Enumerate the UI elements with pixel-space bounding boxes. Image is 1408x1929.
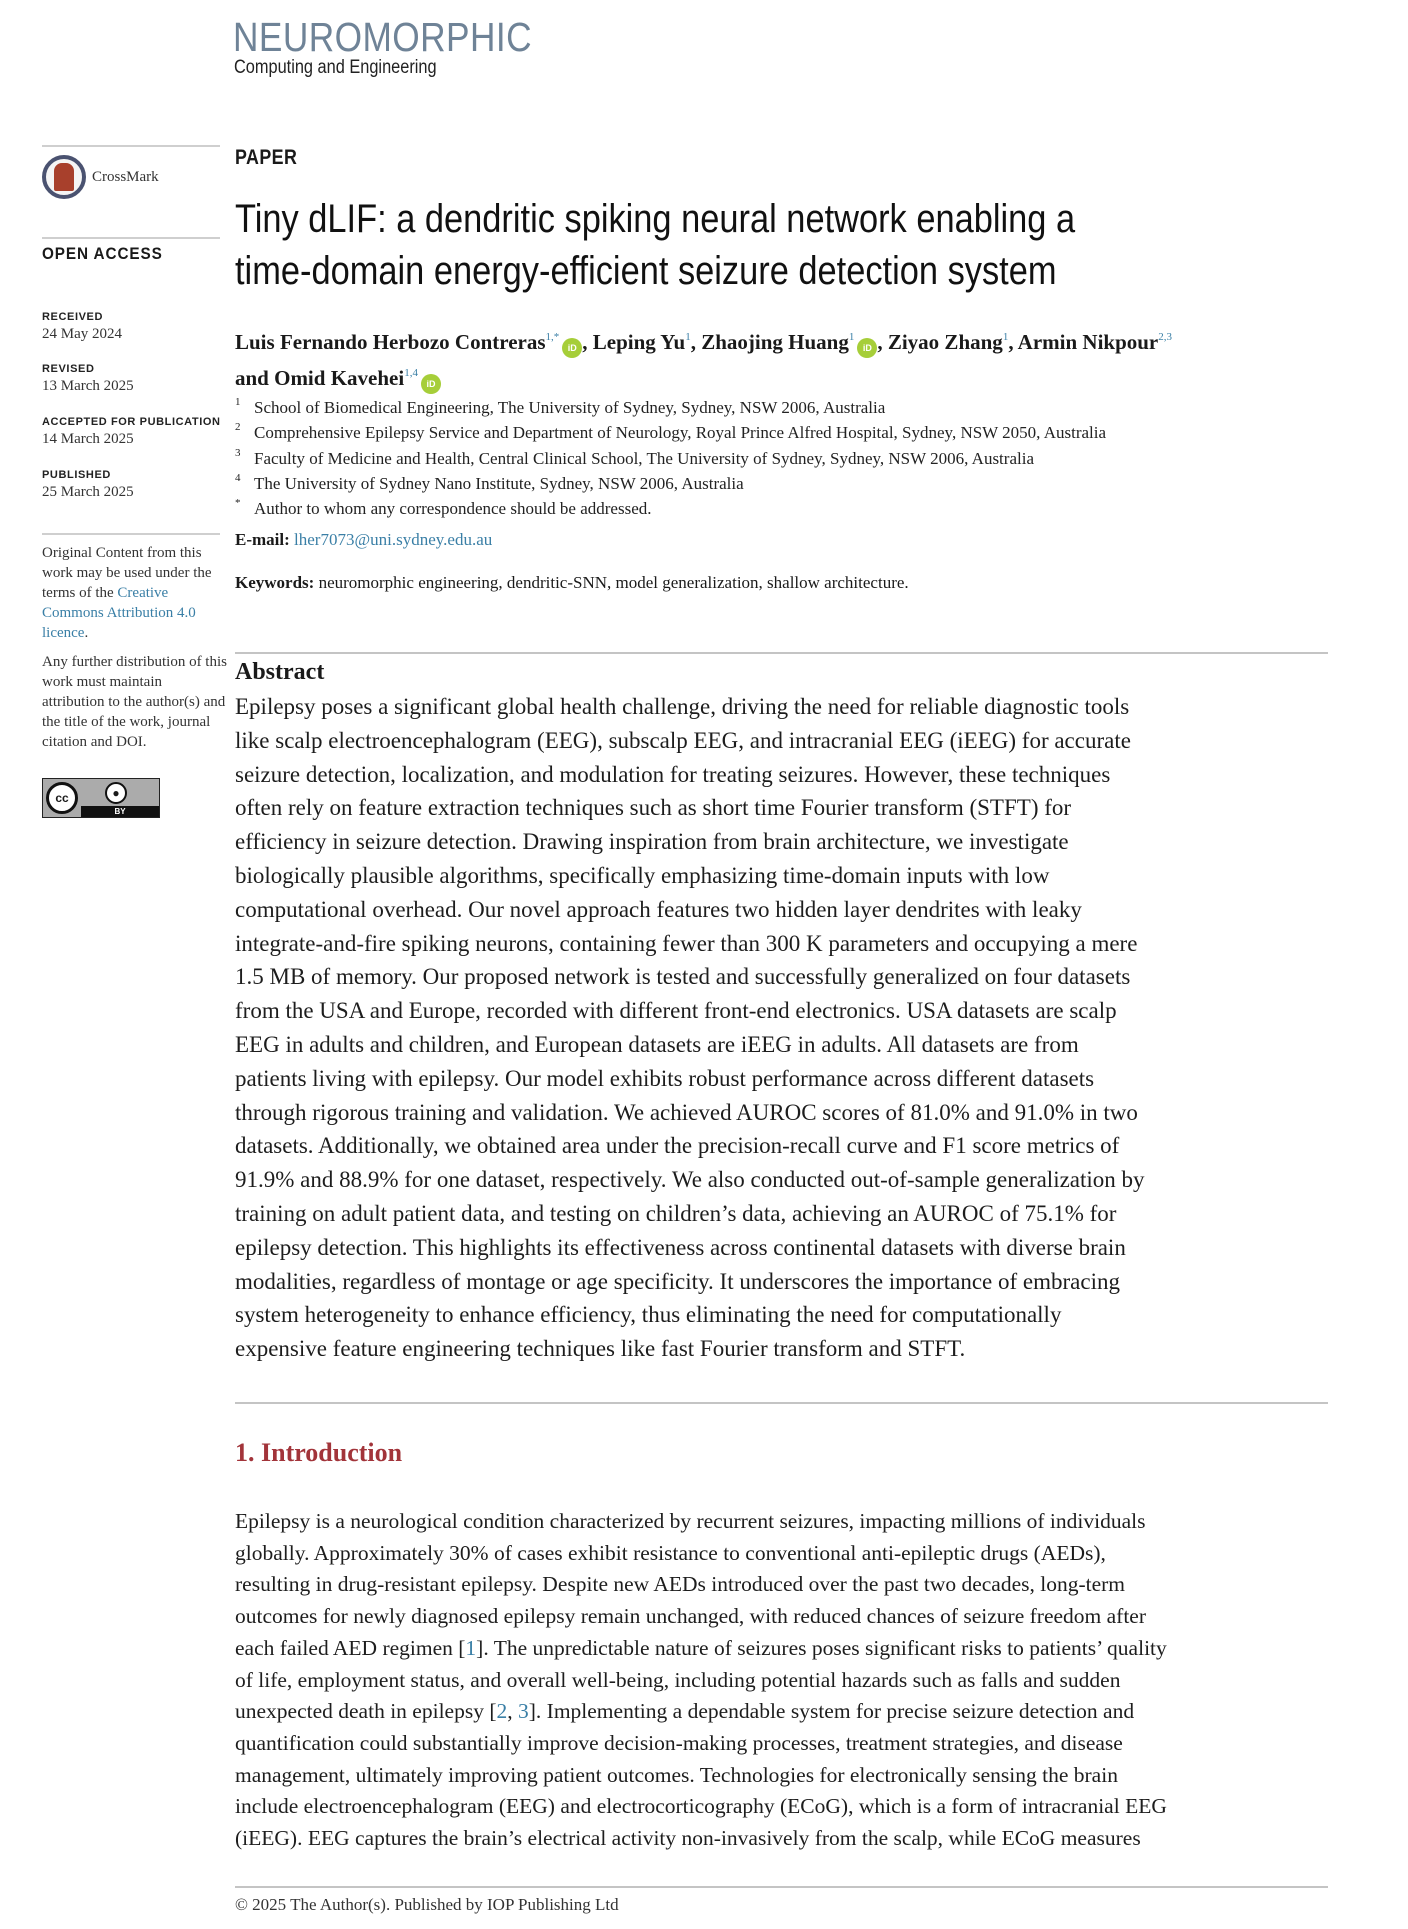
cc-by-badge[interactable] — [42, 778, 160, 818]
section-divider — [235, 652, 1328, 654]
sidebar-divider — [42, 237, 220, 239]
orcid-icon[interactable]: iD — [857, 338, 877, 358]
distribution-notice: Any further distribution of this work must maintain attribution to the author(s) and the title of the work, journal citation and DOI. — [42, 654, 227, 750]
author-name[interactable]: Ziyao Zhang — [887, 330, 1003, 354]
author-affiliation-mark: 1 — [685, 331, 691, 343]
section-divider — [235, 1402, 1328, 1404]
affiliation-item: 1 School of Biomedical Engineering, The University of Sydney, Sydney, NSW 2006, Australia — [235, 396, 886, 417]
author-name[interactable]: Zhaojing Huang — [701, 330, 849, 354]
license-link[interactable]: Creative Commons Attribution 4.0 licence — [42, 585, 196, 641]
crossmark-icon — [42, 155, 86, 199]
article-type: PAPER — [235, 146, 298, 169]
paper-title: Tiny dLIF: a dendritic spiking neural network enabling a time-domain energy-efficient seizure detection system — [235, 197, 1076, 293]
license-notice: Original Content from this work may be used under the terms of the Creative Commons Attribution 4.0 licence. Any further distribution of this work must maintain attribution to the author(s) and the title of the work, journal citation and DOI. — [42, 545, 227, 750]
keywords-label: Keywords: — [235, 573, 315, 592]
attribution-person-icon: ● — [105, 782, 127, 804]
affiliation-list — [235, 395, 1335, 521]
abstract-heading: Abstract — [235, 659, 325, 685]
affiliation-item: 2 Comprehensive Epilepsy Service and Department of Neurology, Royal Prince Alfred Hospital, Sydney, NSW 2050, Australia — [235, 421, 1107, 443]
published-label: PUBLISHED — [42, 469, 111, 481]
keywords-line — [235, 573, 909, 593]
author-affiliation-mark: 2,3 — [1158, 331, 1173, 343]
sidebar-divider — [42, 533, 220, 535]
footer-divider — [235, 1886, 1328, 1888]
affiliation-item: 3 Faculty of Medicine and Health, Central Clinical School, The University of Sydney, Sydney, NSW 2006, Australia — [235, 446, 1034, 468]
orcid-icon[interactable]: iD — [562, 338, 582, 358]
sidebar-divider — [42, 145, 220, 147]
citation-link[interactable]: 2 — [496, 1699, 508, 1724]
introduction-text: Epilepsy is a neurological condition characterized by recurrent seizures, impacting millions of individuals globally. Approximately 30% of cases exhibit resistance to conventional anti-epileptic drugs (AEDs), resulting in drug-resistant epilepsy. Despite new AEDs introduced over the past two decades, long-term outcomes for newly diagnosed epilepsy remain unchanged, with reduced chances of seizure freedom after each failed AED regimen [1]. The unpredictable nature of seizures poses significant risks to patients’ quality of life, employment status, and overall well-being, including potential hazards such as falls and sudden unexpected death in epilepsy [2, 3]. Implementing a dependable system for precise seizure detection and quantification could substantially improve decision-making processes, treatment strategies, and disease management, ultimately improving patient outcomes. Technologies for electronically sensing the brain include electroencephalogram (EEG) and electrocorticography (ECoG), which is a form of intracranial EEG (iEEG). EEG captures the brain’s electrical activity non-invasively from the scalp, while ECoG measures — [235, 1509, 1167, 1851]
author-affiliation-mark: 1,4 — [404, 367, 418, 379]
citation-link[interactable]: 3 — [518, 1699, 529, 1724]
email-label: E-mail: — [235, 530, 290, 549]
email-link[interactable]: lher7073@uni.sydney.edu.au — [294, 530, 493, 549]
open-access-label: OPEN ACCESS — [42, 244, 163, 263]
author-affiliation-mark: 1 — [848, 331, 855, 343]
citation-link[interactable]: 1 — [465, 1635, 477, 1660]
journal-subtitle: Computing and Engineering — [234, 57, 437, 78]
affiliation-item: * Author to whom any correspondence should be addressed. — [235, 497, 652, 519]
published-date: 25 March 2025 — [42, 484, 134, 500]
author-name[interactable]: Omid Kavehei — [274, 366, 405, 390]
license-text: Original Content from this work may be used under the terms of the — [42, 545, 212, 601]
copyright-footer: © 2025 The Author(s). Published by IOP Publishing Ltd — [235, 1895, 619, 1914]
received-date: 24 May 2024 — [42, 326, 122, 342]
author-list: Luis Fernando Herbozo Contreras$^{1,*}$iD , Leping Yu$^1$, Zhaojing Huang$^1$iD , Ziyao Zhang$^1$, Armin Nikpour$^{2,3}$ and Omid Kavehei$^{1,4}$iD — [235, 322, 1335, 394]
introduction-heading: 1. Introduction — [235, 1438, 403, 1467]
revised-label: REVISED — [42, 363, 95, 375]
orcid-icon[interactable]: iD — [421, 374, 441, 394]
author-name[interactable]: Luis Fernando Herbozo Contreras — [235, 330, 546, 354]
creative-commons-icon: cc — [46, 782, 78, 814]
email-line — [235, 530, 492, 550]
keywords-text: neuromorphic engineering, dendritic-SNN, model generalization, shallow architecture. — [318, 573, 909, 592]
author-affiliation-mark: 1,* — [545, 331, 560, 343]
author-name[interactable]: Leping Yu — [592, 330, 686, 354]
crossmark-button[interactable] — [42, 155, 159, 199]
accepted-label: ACCEPTED FOR PUBLICATION — [42, 416, 221, 428]
revised-date: 13 March 2025 — [42, 378, 134, 394]
by-label: BY — [81, 806, 159, 817]
affiliation-item: 4 The University of Sydney Nano Institute, Sydney, NSW 2006, Australia — [235, 471, 744, 493]
author-name[interactable]: Armin Nikpour — [1017, 330, 1159, 354]
accepted-date: 14 March 2025 — [42, 431, 134, 447]
author-affiliation-mark: 1 — [1002, 331, 1009, 343]
journal-name: NEUROMORPHIC — [233, 14, 533, 60]
crossmark-label: CrossMark — [92, 168, 159, 185]
abstract-text: Epilepsy poses a significant global health challenge, driving the need for reliable diagnostic tools like scalp electroencephalogram (EEG), subscalp EEG, and intracranial EEG (iEEG) for accurate seizure detection, localization, and modulation for treating seizures. However, these techniques often rely on feature extraction techniques such as short time Fourier transform (STFT) for efficiency in seizure detection. Drawing inspiration from brain architecture, we investigate biologically plausible algorithms, specifically emphasizing time-domain inputs with low computational overhead. Our novel approach features two hidden layer dendrites with leaky integrate-and-fire spiking neurons, containing fewer than 300 K parameters and occupying a mere 1.5 MB of memory. Our proposed network is tested and successfully generalized on four datasets from the USA and Europe, recorded with different front-end electronics. USA datasets are scalp EEG in adults and children, and European datasets are iEEG in adults. All datasets are from patients living with epilepsy. Our model exhibits robust performance across different datasets through rigorous training and validation. We achieved AUROC scores of 81.0% and 91.0% in two datasets. Additionally, we obtained area under the precision-recall curve and F1 score metrics of 91.9% and 88.9% for one dataset, respectively. We also conducted out-of-sample generalization by training on adult patient data, and testing on children’s data, achieving an AUROC of 75.1% for epilepsy detection. This highlights its effectiveness across continental datasets with diverse brain modalities, regardless of montage or age specificity. It underscores the importance of embracing system heterogeneity to enhance efficiency, thus eliminating the need for computationally expensive feature engineering techniques like fast Fourier transform and STFT. — [235, 694, 1145, 1362]
received-label: RECEIVED — [42, 311, 104, 323]
